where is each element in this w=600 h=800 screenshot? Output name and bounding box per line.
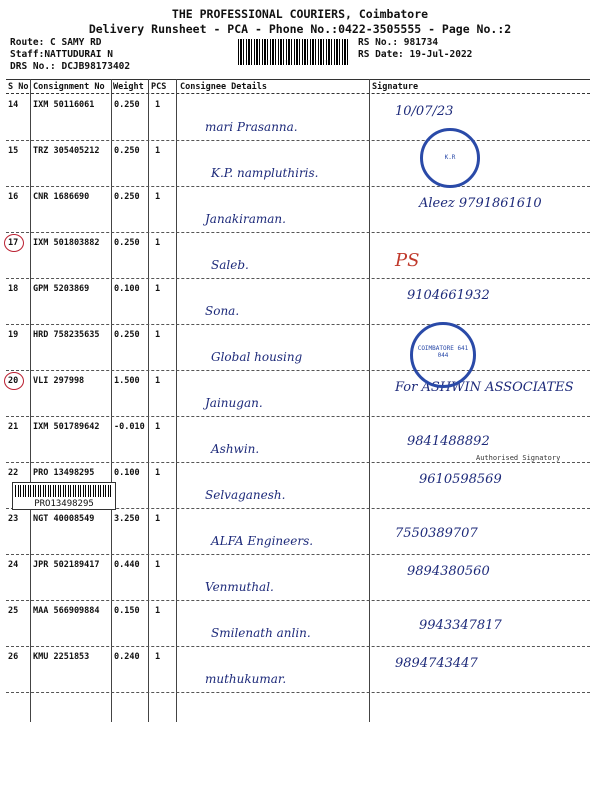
row-divider <box>6 600 590 601</box>
row-divider <box>6 140 590 141</box>
row-sno: 19 <box>8 330 19 340</box>
row-signature: 9943347817 <box>419 618 502 633</box>
col-header-consignee: Consignee Details <box>180 82 267 92</box>
row-divider <box>6 646 590 647</box>
row-pcs: 1 <box>155 652 161 662</box>
row-sno: 15 <box>8 146 19 156</box>
column-divider <box>369 79 370 722</box>
row-weight: 0.100 <box>114 468 140 478</box>
row-sno: 14 <box>8 100 19 110</box>
table-top-rule <box>6 79 590 80</box>
row-sno: 24 <box>8 560 19 570</box>
row-pcs: 1 <box>155 100 161 110</box>
row-consignee: Saleb. <box>211 258 249 272</box>
row-consignment: TRZ 305405212 <box>33 146 100 156</box>
column-divider <box>176 79 177 722</box>
runsheet-subtitle: Delivery Runsheet - PCA - Phone No.:0422-3505555 - Page No.:2 <box>88 22 512 36</box>
drs-number: DRS No.: DCJB98173402 <box>10 61 131 72</box>
authorised-signatory: Authorised Signatory <box>476 454 561 462</box>
row-consignee: Global housing <box>211 350 303 364</box>
row-consignment: IXM 50116061 <box>33 100 95 110</box>
row-consignee: Selvaganesh. <box>205 488 286 502</box>
consignment-sticker <box>12 482 116 510</box>
row-consignment: HRD 758235635 <box>33 330 100 340</box>
row-weight: 0.250 <box>114 238 140 248</box>
row-signature: 9894380560 <box>407 564 490 579</box>
row-divider <box>6 692 590 693</box>
column-divider <box>30 79 31 722</box>
row-weight: 0.250 <box>114 146 140 156</box>
sticker-code: PRO13498295 <box>34 499 94 509</box>
row-consignment: GPM 5203869 <box>33 284 90 294</box>
row-consignee: muthukumar. <box>205 672 287 686</box>
row-pcs: 1 <box>155 192 161 202</box>
row-sno: 18 <box>8 284 19 294</box>
row-pcs: 1 <box>155 146 161 156</box>
row-consignment: IXM 501803882 <box>33 238 100 248</box>
row-divider <box>6 416 590 417</box>
col-header-pcs: PCS <box>151 82 167 92</box>
row-pcs: 1 <box>155 560 161 570</box>
round-stamp: COIMBATORE 641 044 <box>410 322 476 388</box>
row-signature: 9610598569 <box>419 472 502 487</box>
row-divider <box>6 186 590 187</box>
row-sno: 25 <box>8 606 19 616</box>
row-signature: 9104661932 <box>407 288 490 303</box>
row-weight: -0.010 <box>114 422 145 432</box>
rs-date: RS Date: 19-Jul-2022 <box>358 49 473 60</box>
row-consignee: Sona. <box>205 304 240 318</box>
row-weight: 0.250 <box>114 100 140 110</box>
row-divider <box>6 278 590 279</box>
row-weight: 0.440 <box>114 560 140 570</box>
row-divider <box>6 554 590 555</box>
route-text: Route: C SAMY RD <box>10 37 102 48</box>
col-header-consignment: Consignment No <box>33 82 105 92</box>
column-divider <box>148 79 149 722</box>
row-sno: 23 <box>8 514 19 524</box>
row-signature: 9841488892 <box>407 434 490 449</box>
table-header-rule <box>6 93 590 94</box>
row-pcs: 1 <box>155 468 161 478</box>
rs-number: RS No.: 981734 <box>358 37 439 48</box>
row-consignment: KMU 2251853 <box>33 652 90 662</box>
row-consignee: ALFA Engineers. <box>211 534 314 548</box>
row-pcs: 1 <box>155 376 161 386</box>
col-header-weight: Weight <box>113 82 144 92</box>
circle-mark <box>4 372 24 390</box>
col-header-signature: Signature <box>372 82 419 92</box>
row-pcs: 1 <box>155 284 161 294</box>
row-weight: 0.250 <box>114 192 140 202</box>
row-signature: PS <box>395 250 420 271</box>
row-consignment: CNR 1686690 <box>33 192 90 202</box>
row-pcs: 1 <box>155 422 161 432</box>
row-weight: 0.100 <box>114 284 140 294</box>
row-sno: 21 <box>8 422 19 432</box>
row-signature: For ASHWIN ASSOCIATES <box>395 380 574 395</box>
row-sno: 17 <box>8 238 19 248</box>
round-stamp: K.R <box>420 128 480 188</box>
row-consignee: Smilenath anlin. <box>211 626 311 640</box>
row-consignment: NGT 40008549 <box>33 514 95 524</box>
staff-text: Staff:NATTUDURAI N <box>10 49 113 60</box>
row-consignment: IXM 501789642 <box>33 422 100 432</box>
row-sno: 20 <box>8 376 19 386</box>
row-consignee: mari Prasanna. <box>205 120 298 134</box>
col-header-sno: S No <box>8 82 29 92</box>
row-consignee: K.P. nampluthiris. <box>211 166 319 180</box>
row-consignment: JPR 502189417 <box>33 560 100 570</box>
row-sno: 26 <box>8 652 19 662</box>
row-weight: 0.250 <box>114 330 140 340</box>
runsheet-barcode <box>238 39 348 65</box>
row-divider <box>6 370 590 371</box>
company-title: THE PROFESSIONAL COURIERS, Coimbatore <box>171 7 429 21</box>
row-sno: 16 <box>8 192 19 202</box>
row-consignee: Janakiraman. <box>205 212 286 226</box>
row-consignee: Venmuthal. <box>205 580 274 594</box>
row-sno: 22 <box>8 468 19 478</box>
row-weight: 1.500 <box>114 376 140 386</box>
row-weight: 0.150 <box>114 606 140 616</box>
row-divider <box>6 462 590 463</box>
row-consignee: Jainugan. <box>205 396 263 410</box>
row-consignee: Ashwin. <box>211 442 260 456</box>
row-divider <box>6 232 590 233</box>
row-pcs: 1 <box>155 238 161 248</box>
row-divider <box>6 324 590 325</box>
row-pcs: 1 <box>155 606 161 616</box>
column-divider <box>111 79 112 722</box>
row-pcs: 1 <box>155 330 161 340</box>
row-signature: Aleez 9791861610 <box>419 196 542 211</box>
row-signature: 10/07/23 <box>395 104 454 119</box>
row-weight: 3.250 <box>114 514 140 524</box>
row-consignment: VLI 297998 <box>33 376 85 386</box>
row-pcs: 1 <box>155 514 161 524</box>
row-signature: 9894743447 <box>395 656 478 671</box>
row-weight: 0.240 <box>114 652 140 662</box>
row-consignment: PRO 13498295 <box>33 468 95 478</box>
row-signature: 7550389707 <box>395 526 478 541</box>
row-consignment: MAA 566909884 <box>33 606 100 616</box>
circle-mark <box>4 234 24 252</box>
sticker-barcode <box>15 485 113 497</box>
